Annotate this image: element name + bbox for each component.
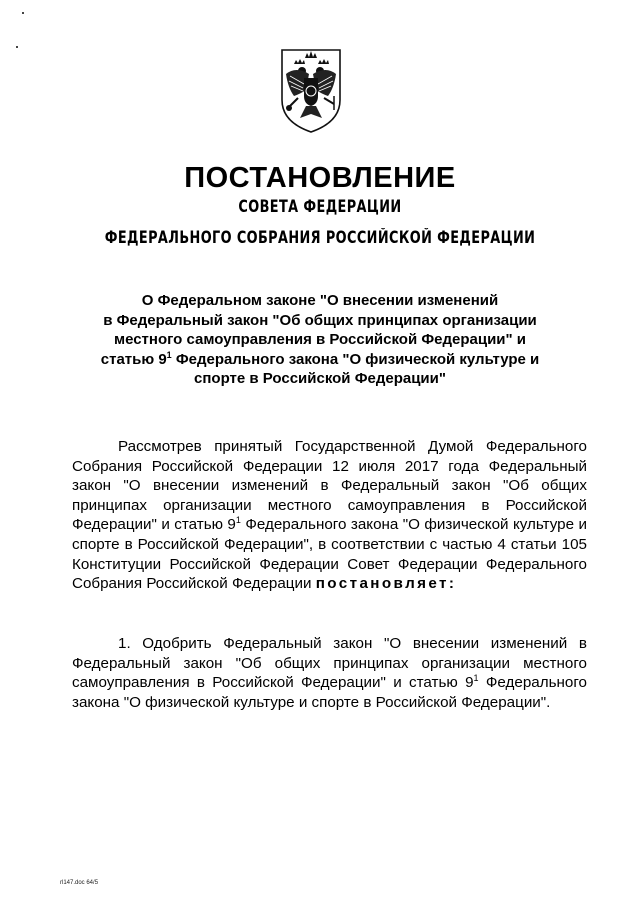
subject-line [60, 350, 580, 370]
resolves-word: постановляет: [315, 575, 457, 593]
subject-line: местного самоуправления в Российской Федерации" и [113, 331, 527, 348]
superscript: 1 [166, 349, 172, 360]
paragraph-text: Федерального закона "О физической культуре и спорте в Российской Федерации", в соответствии с частью 4 статьи 105 Конституции Российской Федерации Совет Федерации Федерального Собрания Российской Федерации [72, 516, 587, 593]
superscript: 1 [473, 673, 479, 684]
document-title: ПОСТАНОВЛЕНИЕ [184, 162, 456, 194]
paragraph-text: 1. Одобрить Федеральный закон "О внесении изменений в Федеральный закон "Об общих принципах организации местного самоуправления в Российской Федерации" и статью 9 [72, 635, 587, 692]
scan-mark [16, 46, 18, 48]
subject-line: О Федеральном законе "О внесении изменений [141, 292, 499, 309]
paragraph-text: Федерального закона "О физической культуре и спорте в Российской Федерации". [72, 674, 587, 711]
resolution-subject [60, 291, 580, 389]
subject-line: спорте в Российской Федерации" [194, 370, 446, 387]
issuer-line-1: СОВЕТА ФЕДЕРАЦИИ [238, 197, 402, 216]
clause-1-paragraph [72, 634, 587, 712]
document-reference: rl147.doc 64/5 [60, 880, 99, 886]
subject-text: Федерального закона "О физической культуре и [171, 350, 540, 368]
subject-line: в Федеральный закон "Об общих принципах организации [103, 311, 537, 329]
russian-coat-of-arms-icon [276, 44, 346, 134]
subject-text: статью 9 [100, 350, 167, 368]
superscript: 1 [235, 515, 241, 526]
preamble-paragraph [72, 437, 587, 594]
issuer-line-2: ФЕДЕРАЛЬНОГО СОБРАНИЯ РОССИЙСКОЙ ФЕДЕРАЦИИ [104, 228, 536, 247]
paragraph-text: Рассмотрев принятый Государственной Думой Федерального Собрания Российской Федерации 12 июля 2017 года Федеральный закон "О внесении изменений в Федеральный закон "Об общих принципах организации местного самоуправления в Российской Федерации" и статью 9 [72, 438, 587, 534]
scan-mark [22, 12, 24, 14]
